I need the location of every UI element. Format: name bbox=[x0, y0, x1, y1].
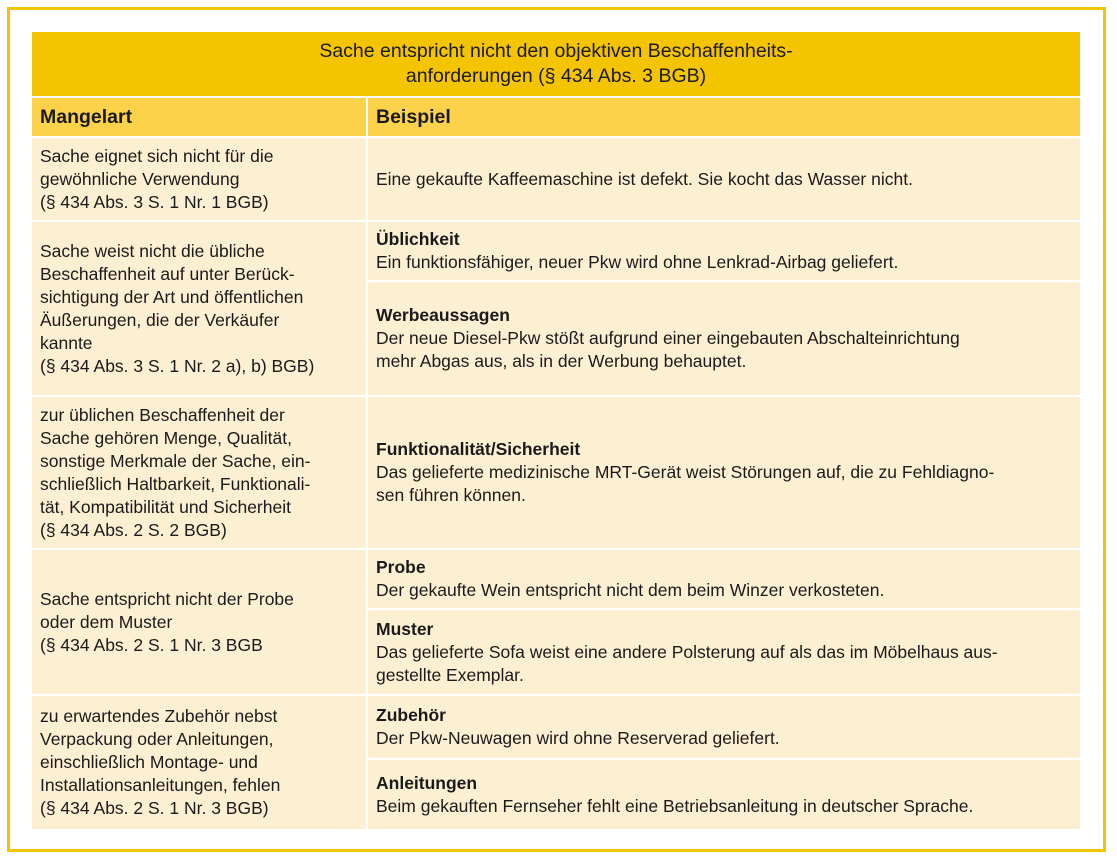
beispiel-cell bbox=[368, 397, 1080, 548]
beispiel-title: Werbeaussagen bbox=[376, 305, 510, 325]
mangelart-cell: zu erwartendes Zubehör nebst Verpackung oder Anleitungen, einschließlich Montage- und Installationsanleitungen, fehlen (§ 434 Abs. 2 S. 1 Nr. 3 BGB) bbox=[32, 696, 366, 829]
beispiel-title: Muster bbox=[376, 618, 434, 639]
beispiel-cell bbox=[368, 760, 1080, 829]
beispiel-title: Funktionalität/Sicherheit bbox=[376, 439, 581, 459]
beispiel-cell bbox=[368, 610, 1080, 694]
beispiel-text: Ein funktionsfähiger, neuer Pkw wird ohne Lenkrad-Airbag geliefert. bbox=[376, 252, 899, 272]
table-title: Sache entspricht nicht den objektiven Beschaffenheits- anforderungen (§ 434 Abs. 3 BGB) bbox=[32, 32, 1080, 96]
beispiel-cell bbox=[368, 138, 1080, 220]
header-mangelart: Mangelart bbox=[32, 98, 366, 136]
mangelart-cell: Sache entspricht nicht der Probe oder dem Muster (§ 434 Abs. 2 S. 1 Nr. 3 BGB bbox=[32, 550, 366, 694]
beispiel-text: Das gelieferte medizinische MRT-Gerät weist Störungen auf, die zu Fehldiagno- sen führen können. bbox=[376, 462, 995, 505]
beispiel-title: Üblichkeit bbox=[376, 229, 460, 249]
beispiel-cell bbox=[368, 550, 1080, 608]
defect-table bbox=[32, 32, 1080, 831]
mangelart-cell: zur üblichen Beschaffenheit der Sache gehören Menge, Qualität, sonstige Merkmale der Sache, ein- schließlich Haltbarkeit, Funktionali- tät, Kompatibilität und Sicherheit (§ 434 Abs. 2 S. 2 BGB) bbox=[32, 397, 366, 548]
beispiel-title: Zubehör bbox=[376, 705, 446, 725]
beispiel-cell bbox=[368, 222, 1080, 280]
mangelart-cell: Sache eignet sich nicht für die gewöhnliche Verwendung (§ 434 Abs. 3 S. 1 Nr. 1 BGB) bbox=[32, 138, 366, 220]
mangelart-cell: Sache weist nicht die übliche Beschaffenheit auf unter Berück- sichtigung der Art und öffentlichen Äußerungen, die der Verkäufer kannte (§ 434 Abs. 3 S. 1 Nr. 2 a), b) BGB) bbox=[32, 222, 366, 395]
beispiel-text: Der Pkw-Neuwagen wird ohne Reserverad geliefert. bbox=[376, 728, 780, 748]
beispiel-cell bbox=[368, 696, 1080, 758]
header-beispiel: Beispiel bbox=[368, 98, 1080, 136]
beispiel-title: Anleitungen bbox=[376, 772, 478, 793]
beispiel-text: Beim gekauften Fernseher fehlt eine Betriebsanleitung in deutscher Sprache. bbox=[376, 795, 974, 816]
beispiel-text: Der gekaufte Wein entspricht nicht dem beim Winzer verkosteten. bbox=[376, 580, 885, 600]
beispiel-text: Das gelieferte Sofa weist eine andere Polsterung auf als das im Möbelhaus aus- gestellte Exemplar. bbox=[376, 641, 998, 685]
beispiel-title: Probe bbox=[376, 557, 426, 577]
beispiel-cell bbox=[368, 282, 1080, 395]
beispiel-text: Eine gekaufte Kaffeemaschine ist defekt. Sie kocht das Wasser nicht. bbox=[376, 168, 913, 189]
beispiel-text: Der neue Diesel-Pkw stößt aufgrund einer eingebauten Abschalteinrichtung mehr Abgas aus, als in der Werbung behauptet. bbox=[376, 328, 960, 371]
